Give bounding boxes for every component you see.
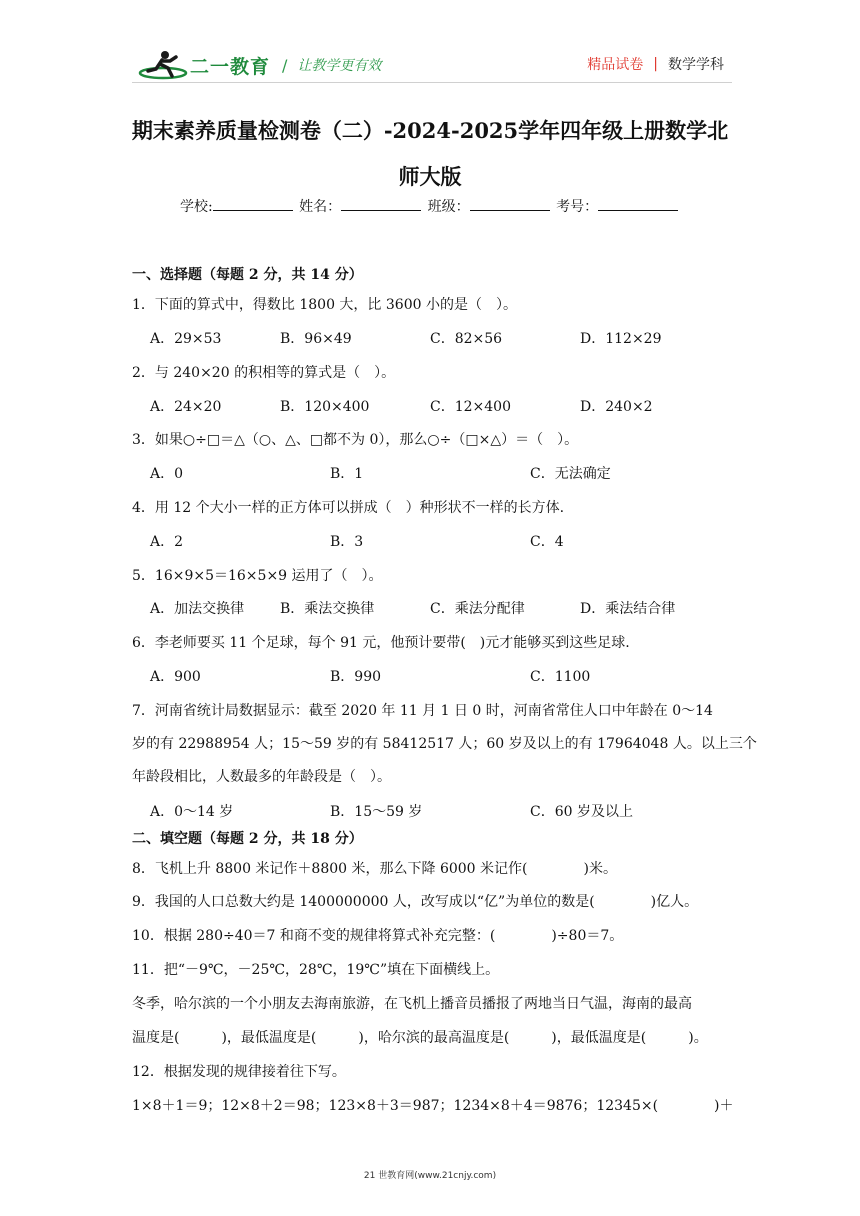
- q6-option-b[interactable]: B．990: [330, 669, 382, 685]
- brand-separator: |: [653, 56, 658, 72]
- question-2: 2．与 240×20 的积相等的算式是（ ）。: [132, 365, 396, 381]
- title-line-2: 师大版: [398, 164, 462, 189]
- question-7-line-3: 年龄段相比，人数最多的年龄段是（ ）。: [132, 769, 391, 785]
- question-10: 10．根据 280÷40＝7 和商不变的规律将算式补充完整：( )÷80＝7。: [132, 928, 624, 944]
- question-7-line-2: 岁的有 22988954 人；15～59 岁的有 58412517 人；60 岁及以上的有 17964048 人。以上三个: [132, 736, 757, 752]
- brand-left-label: 精品试卷: [587, 57, 644, 73]
- q5-option-a[interactable]: A．加法交换律: [150, 601, 245, 617]
- q6-option-c[interactable]: C．1100: [530, 669, 591, 685]
- school-blank[interactable]: [213, 196, 293, 211]
- question-12-line-2: 1×8＋1＝9；12×8＋2＝98；123×8＋3＝987；1234×8＋4＝9876；12345×( )＋: [132, 1098, 734, 1114]
- q6-option-a[interactable]: A．900: [150, 669, 201, 685]
- question-11-line-2: 冬季，哈尔滨的一个小朋友去海南旅游，在飞机上播音员播报了两地当日气温，海南的最高: [132, 996, 692, 1012]
- runner-logo-icon: [138, 49, 188, 81]
- q4-option-a[interactable]: A．2: [150, 534, 184, 550]
- q2-option-c[interactable]: C．12×400: [430, 399, 511, 415]
- name-label: 姓名：: [299, 199, 342, 215]
- class-label: 班级：: [427, 199, 470, 215]
- question-8: 8．飞机上升 8800 米记作＋8800 米，那么下降 6000 米记作( )米。: [132, 861, 617, 877]
- q5-option-c[interactable]: C．乘法分配律: [430, 601, 525, 617]
- q2-option-b[interactable]: B．120×400: [280, 399, 370, 415]
- page-title: [120, 108, 740, 200]
- question-11-line-1: 11．把“－9℃，－25℃，28℃，19℃”填在下面横线上。: [132, 962, 500, 978]
- q1-option-c[interactable]: C．82×56: [430, 331, 503, 347]
- q7-option-c[interactable]: C．60 岁及以上: [530, 804, 633, 820]
- section-heading-choice: 一、选择题（每题 2 分，共 14 分）: [132, 267, 363, 283]
- q4-option-b[interactable]: B．3: [330, 534, 364, 550]
- exam-no-label: 考号：: [556, 199, 599, 215]
- question-6: 6．李老师要买 11 个足球，每个 91 元，他预计要带( )元才能够买到这些足球.: [132, 635, 630, 651]
- logo-separator: /: [282, 55, 288, 75]
- brand-tag: [587, 54, 724, 74]
- q1-option-a[interactable]: A．29×53: [150, 331, 222, 347]
- question-9: 9．我国的人口总数大约是 1400000000 人，改写成以“亿”为单位的数是( )亿人。: [132, 894, 699, 910]
- q1-option-d[interactable]: D．112×29: [580, 331, 662, 347]
- q5-option-b[interactable]: B．乘法交换律: [280, 601, 375, 617]
- question-7-line-1: 7．河南省统计局数据显示：截至 2020 年 11 月 1 日 0 时，河南省常住人口中年龄在 0～14: [132, 703, 713, 719]
- page-header: [0, 0, 860, 90]
- q2-option-d[interactable]: D．240×2: [580, 399, 653, 415]
- q3-option-c[interactable]: C．无法确定: [530, 466, 611, 482]
- slogan: 让教学更有效: [297, 58, 382, 74]
- title-line-1: 期末素养质量检测卷（二）-2024-2025学年四年级上册数学北: [131, 118, 729, 143]
- q7-option-a[interactable]: A．0～14 岁: [150, 804, 234, 820]
- school-label: 学校:: [180, 199, 213, 215]
- q3-option-b[interactable]: B．1: [330, 466, 364, 482]
- question-3: 3．如果○÷□＝△（○、△、□都不为 0），那么○÷（□×△）＝（ ）。: [132, 432, 579, 448]
- q3-option-a[interactable]: A．0: [150, 466, 184, 482]
- header-divider: [132, 82, 732, 83]
- q2-option-a[interactable]: A．24×20: [150, 399, 222, 415]
- section-heading-fill: 二、填空题（每题 2 分，共 18 分）: [132, 831, 363, 847]
- question-4: 4．用 12 个大小一样的正方体可以拼成（ ）种形状不一样的长方体.: [132, 500, 565, 516]
- logo-text: 二一教育: [190, 55, 271, 78]
- page-footer: 21 世教育网(www.21cnjy.com): [363, 1171, 497, 1181]
- q1-option-b[interactable]: B．96×49: [280, 331, 352, 347]
- class-blank[interactable]: [470, 196, 550, 211]
- brand-right-label: 数学学科: [668, 57, 724, 73]
- name-blank[interactable]: [341, 196, 421, 211]
- q5-option-d[interactable]: D．乘法结合律: [580, 601, 676, 617]
- question-5: 5．16×9×5＝16×5×9 运用了（ ）。: [132, 568, 383, 584]
- student-info-row: [180, 196, 680, 216]
- question-11-line-3: 温度是( )，最低温度是( )，哈尔滨的最高温度是( )，最低温度是( )。: [132, 1030, 708, 1046]
- question-1: 1．下面的算式中，得数比 1800 大，比 3600 小的是（ ）。: [132, 297, 517, 313]
- q4-option-c[interactable]: C．4: [530, 534, 564, 550]
- logo: [138, 48, 381, 82]
- q7-option-b[interactable]: B．15～59 岁: [330, 804, 423, 820]
- question-12-line-1: 12．根据发现的规律接着往下写。: [132, 1064, 346, 1080]
- exam-no-blank[interactable]: [598, 196, 678, 211]
